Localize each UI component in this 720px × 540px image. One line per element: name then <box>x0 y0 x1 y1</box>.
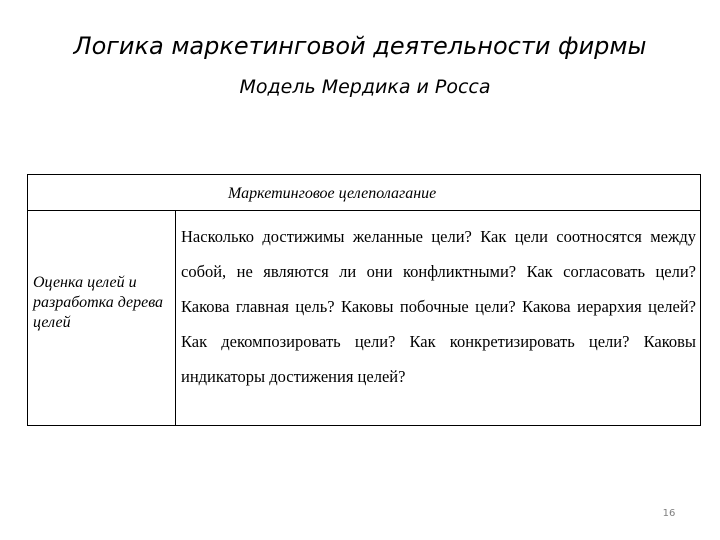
table-left-cell <box>28 211 176 425</box>
page-number: 16 <box>662 508 676 519</box>
table-header-label: Маркетинговое целеполагание <box>228 185 437 202</box>
table-right-cell-text: Насколько достижимы желанные цели? Как цели соотносятся между собой, не являются ли они конфликтными? Как согласовать цели? Какова главная цель? Каковы побочные цели? Какова иерархия целей? Как декомпозировать цели? Как конкретизировать цели? Каковы индикаторы достижения целей? <box>181 227 696 386</box>
slide-subtitle: Модель Мердика и Росса <box>239 76 491 98</box>
table-header-row <box>28 175 700 211</box>
goal-setting-table <box>27 174 701 426</box>
table-left-cell-label: Оценка целей и разработка дерева целей <box>33 274 164 331</box>
slide-title: Логика маркетинговой деятельности фирмы <box>73 32 647 60</box>
